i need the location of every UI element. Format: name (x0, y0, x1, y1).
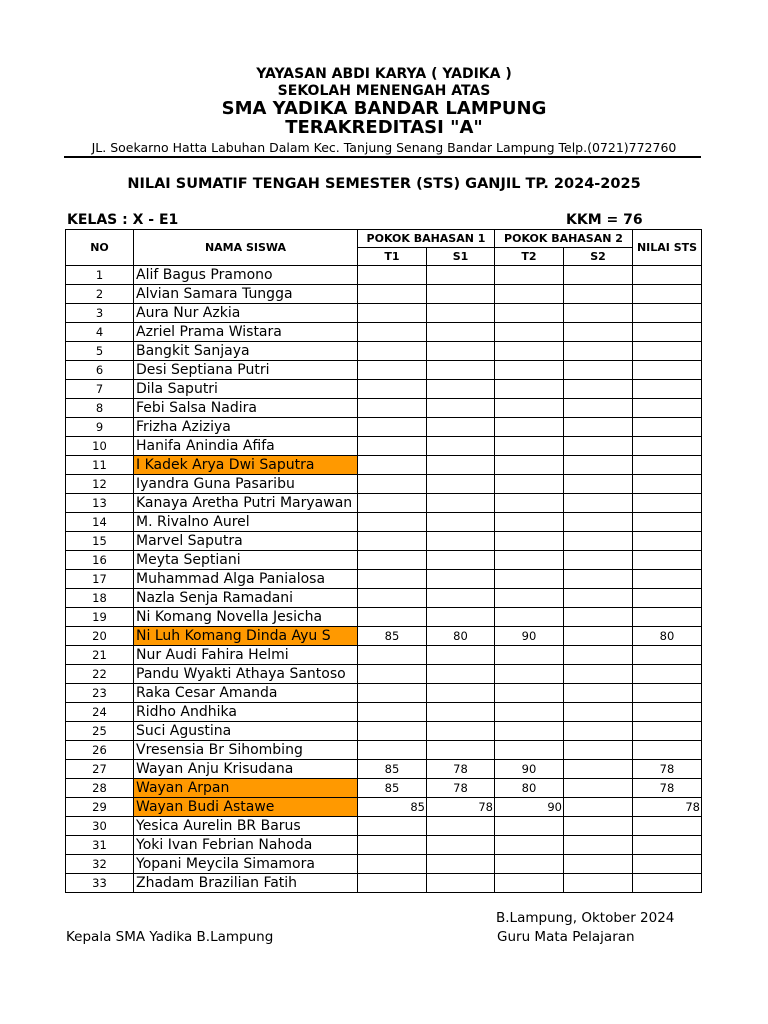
class-label: KELAS : X - E1 (67, 212, 179, 228)
table-row (66, 551, 702, 570)
cell-score-t2 (495, 323, 564, 342)
cell-score-t1 (358, 855, 427, 874)
table-row (66, 722, 702, 741)
table-row (66, 760, 702, 779)
cell-score-s2 (564, 627, 633, 646)
teacher-signature-label: Guru Mata Pelajaran (497, 929, 635, 945)
col-group-pokok-bahasan-1: POKOK BAHASAN 1 (358, 230, 495, 248)
table-row (66, 304, 702, 323)
cell-no: 21 (66, 646, 134, 665)
table-row (66, 589, 702, 608)
cell-score-s2 (564, 494, 633, 513)
cell-score-t1 (358, 437, 427, 456)
cell-score-s2 (564, 760, 633, 779)
cell-score-t2 (495, 361, 564, 380)
cell-name: Iyandra Guna Pasaribu (134, 475, 358, 494)
col-header-nilai-sts: NILAI STS (633, 230, 702, 266)
col-header-t2: T2 (495, 248, 564, 266)
cell-score-sts (633, 475, 702, 494)
cell-score-t2 (495, 703, 564, 722)
cell-score-s2 (564, 361, 633, 380)
table-row (66, 475, 702, 494)
table-row (66, 418, 702, 437)
cell-score-sts (633, 874, 702, 893)
cell-score-s1 (427, 722, 495, 741)
cell-score-t1 (358, 399, 427, 418)
cell-score-s1 (427, 418, 495, 437)
col-header-t1: T1 (358, 248, 427, 266)
table-row (66, 874, 702, 893)
cell-score-t1 (358, 646, 427, 665)
cell-score-s1 (427, 361, 495, 380)
cell-score-s2 (564, 323, 633, 342)
table-row (66, 817, 702, 836)
cell-score-t1 (358, 494, 427, 513)
cell-name: Nazla Senja Ramadani (134, 589, 358, 608)
cell-score-t1 (358, 836, 427, 855)
cell-score-s2 (564, 342, 633, 361)
cell-score-t2 (495, 532, 564, 551)
cell-no: 2 (66, 285, 134, 304)
table-row (66, 380, 702, 399)
cell-no: 7 (66, 380, 134, 399)
cell-no: 8 (66, 399, 134, 418)
table-row (66, 494, 702, 513)
school-level: SEKOLAH MENENGAH ATAS (277, 83, 491, 99)
cell-name: Vresensia Br Sihombing (134, 741, 358, 760)
cell-no: 33 (66, 874, 134, 893)
cell-score-t1 (358, 874, 427, 893)
cell-no: 14 (66, 513, 134, 532)
cell-score-t2 (495, 665, 564, 684)
cell-score-s2 (564, 798, 633, 817)
cell-name: Marvel Saputra (134, 532, 358, 551)
cell-no: 25 (66, 722, 134, 741)
cell-score-sts (633, 836, 702, 855)
cell-name: Suci Agustina (134, 722, 358, 741)
col-header-s2: S2 (564, 248, 633, 266)
cell-score-s2 (564, 779, 633, 798)
foundation-name: YAYASAN ABDI KARYA ( YADIKA ) (256, 66, 512, 82)
cell-score-t2 (495, 475, 564, 494)
cell-no: 26 (66, 741, 134, 760)
cell-score-t2: 90 (495, 798, 564, 817)
table-row (66, 665, 702, 684)
cell-name: M. Rivalno Aurel (134, 513, 358, 532)
cell-score-t2: 90 (495, 760, 564, 779)
cell-score-s1 (427, 285, 495, 304)
cell-score-t1 (358, 589, 427, 608)
table-row (66, 684, 702, 703)
cell-score-t1 (358, 304, 427, 323)
cell-score-s2 (564, 665, 633, 684)
cell-name: Azriel Prama Wistara (134, 323, 358, 342)
cell-score-sts (633, 532, 702, 551)
cell-score-t2 (495, 741, 564, 760)
cell-no: 5 (66, 342, 134, 361)
cell-name: Yopani Meycila Simamora (134, 855, 358, 874)
cell-score-t1 (358, 418, 427, 437)
cell-name: Aura Nur Azkia (134, 304, 358, 323)
cell-score-sts (633, 817, 702, 836)
cell-score-t1 (358, 342, 427, 361)
cell-score-t1 (358, 741, 427, 760)
cell-score-t2 (495, 304, 564, 323)
table-row (66, 456, 702, 475)
cell-score-s2 (564, 874, 633, 893)
cell-score-s1 (427, 399, 495, 418)
cell-score-t2 (495, 418, 564, 437)
cell-name: Hanifa Anindia Afifa (134, 437, 358, 456)
cell-name: Alvian Samara Tungga (134, 285, 358, 304)
cell-score-s1 (427, 437, 495, 456)
cell-score-s1 (427, 836, 495, 855)
cell-score-s2 (564, 684, 633, 703)
cell-no: 24 (66, 703, 134, 722)
cell-score-t2 (495, 684, 564, 703)
cell-score-sts (633, 418, 702, 437)
table-row (66, 703, 702, 722)
table-row (66, 608, 702, 627)
cell-score-t2 (495, 437, 564, 456)
cell-score-s1: 78 (427, 779, 495, 798)
cell-score-t1 (358, 817, 427, 836)
cell-no: 6 (66, 361, 134, 380)
cell-score-s1 (427, 494, 495, 513)
cell-score-s2 (564, 703, 633, 722)
cell-score-t1 (358, 551, 427, 570)
cell-score-t2: 90 (495, 627, 564, 646)
cell-score-sts (633, 589, 702, 608)
cell-score-s1 (427, 513, 495, 532)
cell-score-s1 (427, 665, 495, 684)
cell-score-t1 (358, 703, 427, 722)
cell-score-sts (633, 380, 702, 399)
cell-score-t2 (495, 836, 564, 855)
cell-score-sts (633, 703, 702, 722)
cell-name: Febi Salsa Nadira (134, 399, 358, 418)
cell-score-s2 (564, 437, 633, 456)
cell-score-s2 (564, 304, 633, 323)
accreditation: TERAKREDITASI "A" (285, 117, 483, 138)
cell-name: Nur Audi Fahira Helmi (134, 646, 358, 665)
cell-score-sts (633, 399, 702, 418)
cell-score-t2 (495, 494, 564, 513)
cell-no: 1 (66, 266, 134, 285)
cell-score-t2 (495, 608, 564, 627)
cell-name: Ridho Andhika (134, 703, 358, 722)
cell-no: 17 (66, 570, 134, 589)
cell-score-t2 (495, 285, 564, 304)
cell-score-t1 (358, 456, 427, 475)
cell-score-sts (633, 513, 702, 532)
table-row (66, 361, 702, 380)
cell-score-sts: 78 (633, 760, 702, 779)
cell-score-s2 (564, 532, 633, 551)
table-row (66, 532, 702, 551)
cell-score-sts: 80 (633, 627, 702, 646)
cell-score-s1 (427, 589, 495, 608)
cell-score-t2 (495, 266, 564, 285)
table-row (66, 266, 702, 285)
table-row (66, 513, 702, 532)
cell-no: 20 (66, 627, 134, 646)
table-row (66, 779, 702, 798)
cell-score-t2 (495, 589, 564, 608)
cell-score-sts (633, 342, 702, 361)
cell-name: Frizha Aziziya (134, 418, 358, 437)
table-row (66, 855, 702, 874)
cell-name: Zhadam Brazilian Fatih (134, 874, 358, 893)
cell-score-t2 (495, 646, 564, 665)
cell-no: 16 (66, 551, 134, 570)
cell-score-sts (633, 608, 702, 627)
cell-no: 31 (66, 836, 134, 855)
cell-no: 23 (66, 684, 134, 703)
cell-score-sts (633, 570, 702, 589)
cell-score-s2 (564, 817, 633, 836)
cell-score-s1 (427, 703, 495, 722)
kkm-label: KKM = 76 (566, 212, 643, 228)
cell-score-s1 (427, 608, 495, 627)
cell-score-s1 (427, 741, 495, 760)
table-row (66, 437, 702, 456)
cell-score-sts (633, 855, 702, 874)
cell-score-sts (633, 285, 702, 304)
cell-no: 10 (66, 437, 134, 456)
cell-score-t2 (495, 399, 564, 418)
cell-score-s2 (564, 741, 633, 760)
cell-name: Ni Komang Novella Jesicha (134, 608, 358, 627)
cell-name: Dila Saputri (134, 380, 358, 399)
cell-score-s1 (427, 304, 495, 323)
cell-name: Meyta Septiani (134, 551, 358, 570)
cell-score-s2 (564, 513, 633, 532)
cell-score-t2 (495, 874, 564, 893)
cell-score-t2 (495, 456, 564, 475)
school-name: SMA YADIKA BANDAR LAMPUNG (221, 98, 547, 119)
cell-score-t1 (358, 722, 427, 741)
cell-name: I Kadek Arya Dwi Saputra (134, 456, 358, 475)
cell-score-s2 (564, 475, 633, 494)
col-group-pokok-bahasan-2: POKOK BAHASAN 2 (495, 230, 633, 248)
cell-score-sts (633, 665, 702, 684)
cell-no: 30 (66, 817, 134, 836)
cell-score-t1 (358, 475, 427, 494)
cell-no: 9 (66, 418, 134, 437)
cell-no: 4 (66, 323, 134, 342)
cell-score-sts (633, 361, 702, 380)
cell-score-sts (633, 741, 702, 760)
cell-score-t2 (495, 551, 564, 570)
cell-no: 3 (66, 304, 134, 323)
cell-score-t2 (495, 570, 564, 589)
table-row (66, 798, 702, 817)
cell-score-t1 (358, 665, 427, 684)
cell-score-sts (633, 437, 702, 456)
cell-score-t1 (358, 684, 427, 703)
cell-score-s1 (427, 646, 495, 665)
cell-score-t1 (358, 285, 427, 304)
cell-name: Desi Septiana Putri (134, 361, 358, 380)
cell-score-sts (633, 494, 702, 513)
cell-score-sts (633, 266, 702, 285)
cell-score-t2 (495, 513, 564, 532)
document-title: NILAI SUMATIF TENGAH SEMESTER (STS) GANJIL TP. 2024-2025 (127, 176, 641, 192)
cell-name: Muhammad Alga Panialosa (134, 570, 358, 589)
table-row (66, 570, 702, 589)
cell-score-t2 (495, 342, 564, 361)
col-header-no: NO (66, 230, 134, 266)
cell-name: Alif Bagus Pramono (134, 266, 358, 285)
cell-score-t2 (495, 855, 564, 874)
cell-score-s1 (427, 874, 495, 893)
cell-score-sts (633, 646, 702, 665)
cell-score-t2 (495, 380, 564, 399)
cell-name: Ni Luh Komang Dinda Ayu S (134, 627, 358, 646)
cell-name: Wayan Budi Astawe (134, 798, 358, 817)
cell-score-s1 (427, 684, 495, 703)
cell-score-t1 (358, 323, 427, 342)
cell-score-s1 (427, 532, 495, 551)
cell-score-t2: 80 (495, 779, 564, 798)
cell-score-s2 (564, 399, 633, 418)
cell-score-sts: 78 (633, 798, 702, 817)
table-row (66, 646, 702, 665)
cell-name: Wayan Anju Krisudana (134, 760, 358, 779)
cell-score-s1 (427, 817, 495, 836)
cell-no: 19 (66, 608, 134, 627)
cell-score-t1 (358, 532, 427, 551)
cell-name: Yesica Aurelin BR Barus (134, 817, 358, 836)
header-divider (64, 156, 701, 158)
cell-score-t1 (358, 380, 427, 399)
cell-score-s1 (427, 475, 495, 494)
cell-score-t1: 85 (358, 779, 427, 798)
cell-score-s2 (564, 855, 633, 874)
cell-score-t2 (495, 817, 564, 836)
cell-score-sts (633, 551, 702, 570)
cell-score-sts (633, 684, 702, 703)
cell-score-s2 (564, 570, 633, 589)
cell-score-s2 (564, 418, 633, 437)
cell-no: 29 (66, 798, 134, 817)
table-row (66, 323, 702, 342)
cell-score-s1 (427, 570, 495, 589)
cell-score-sts (633, 323, 702, 342)
cell-score-s2 (564, 722, 633, 741)
table-row (66, 836, 702, 855)
cell-score-t1 (358, 608, 427, 627)
cell-score-t1: 85 (358, 760, 427, 779)
cell-score-s2 (564, 266, 633, 285)
table-row (66, 342, 702, 361)
cell-score-s2 (564, 456, 633, 475)
table-row (66, 741, 702, 760)
col-header-name: NAMA SISWA (134, 230, 358, 266)
school-address: JL. Soekarno Hatta Labuhan Dalam Kec. Tanjung Senang Bandar Lampung Telp.(0721)772760 (91, 140, 677, 155)
cell-name: Bangkit Sanjaya (134, 342, 358, 361)
cell-score-t1: 85 (358, 798, 427, 817)
cell-score-s2 (564, 589, 633, 608)
cell-name: Wayan Arpan (134, 779, 358, 798)
cell-no: 15 (66, 532, 134, 551)
cell-score-t1: 85 (358, 627, 427, 646)
cell-score-s1: 80 (427, 627, 495, 646)
cell-score-s2 (564, 608, 633, 627)
cell-score-t1 (358, 361, 427, 380)
cell-score-sts (633, 722, 702, 741)
cell-no: 28 (66, 779, 134, 798)
table-row (66, 285, 702, 304)
cell-no: 22 (66, 665, 134, 684)
cell-score-sts: 78 (633, 779, 702, 798)
cell-score-sts (633, 304, 702, 323)
col-header-s1: S1 (427, 248, 495, 266)
cell-score-s2 (564, 380, 633, 399)
cell-name: Raka Cesar Amanda (134, 684, 358, 703)
cell-no: 12 (66, 475, 134, 494)
principal-signature-label: Kepala SMA Yadika B.Lampung (66, 929, 274, 945)
cell-score-s1 (427, 323, 495, 342)
cell-score-s1 (427, 380, 495, 399)
cell-no: 18 (66, 589, 134, 608)
table-row (66, 399, 702, 418)
cell-no: 27 (66, 760, 134, 779)
grades-table (65, 229, 702, 893)
cell-name: Yoki Ivan Febrian Nahoda (134, 836, 358, 855)
cell-score-t1 (358, 266, 427, 285)
cell-score-s1 (427, 855, 495, 874)
cell-score-s2 (564, 551, 633, 570)
cell-score-s1 (427, 342, 495, 361)
cell-score-s1 (427, 266, 495, 285)
cell-name: Pandu Wyakti Athaya Santoso (134, 665, 358, 684)
cell-no: 11 (66, 456, 134, 475)
cell-score-s2 (564, 646, 633, 665)
cell-score-s2 (564, 285, 633, 304)
table-row (66, 627, 702, 646)
place-date: B.Lampung, Oktober 2024 (496, 910, 675, 926)
cell-score-s1 (427, 456, 495, 475)
cell-score-s2 (564, 836, 633, 855)
cell-no: 13 (66, 494, 134, 513)
cell-score-s1: 78 (427, 798, 495, 817)
cell-name: Kanaya Aretha Putri Maryawan (134, 494, 358, 513)
cell-score-t1 (358, 513, 427, 532)
cell-no: 32 (66, 855, 134, 874)
cell-score-t1 (358, 570, 427, 589)
cell-score-sts (633, 456, 702, 475)
cell-score-s1 (427, 551, 495, 570)
cell-score-s1: 78 (427, 760, 495, 779)
cell-score-t2 (495, 722, 564, 741)
